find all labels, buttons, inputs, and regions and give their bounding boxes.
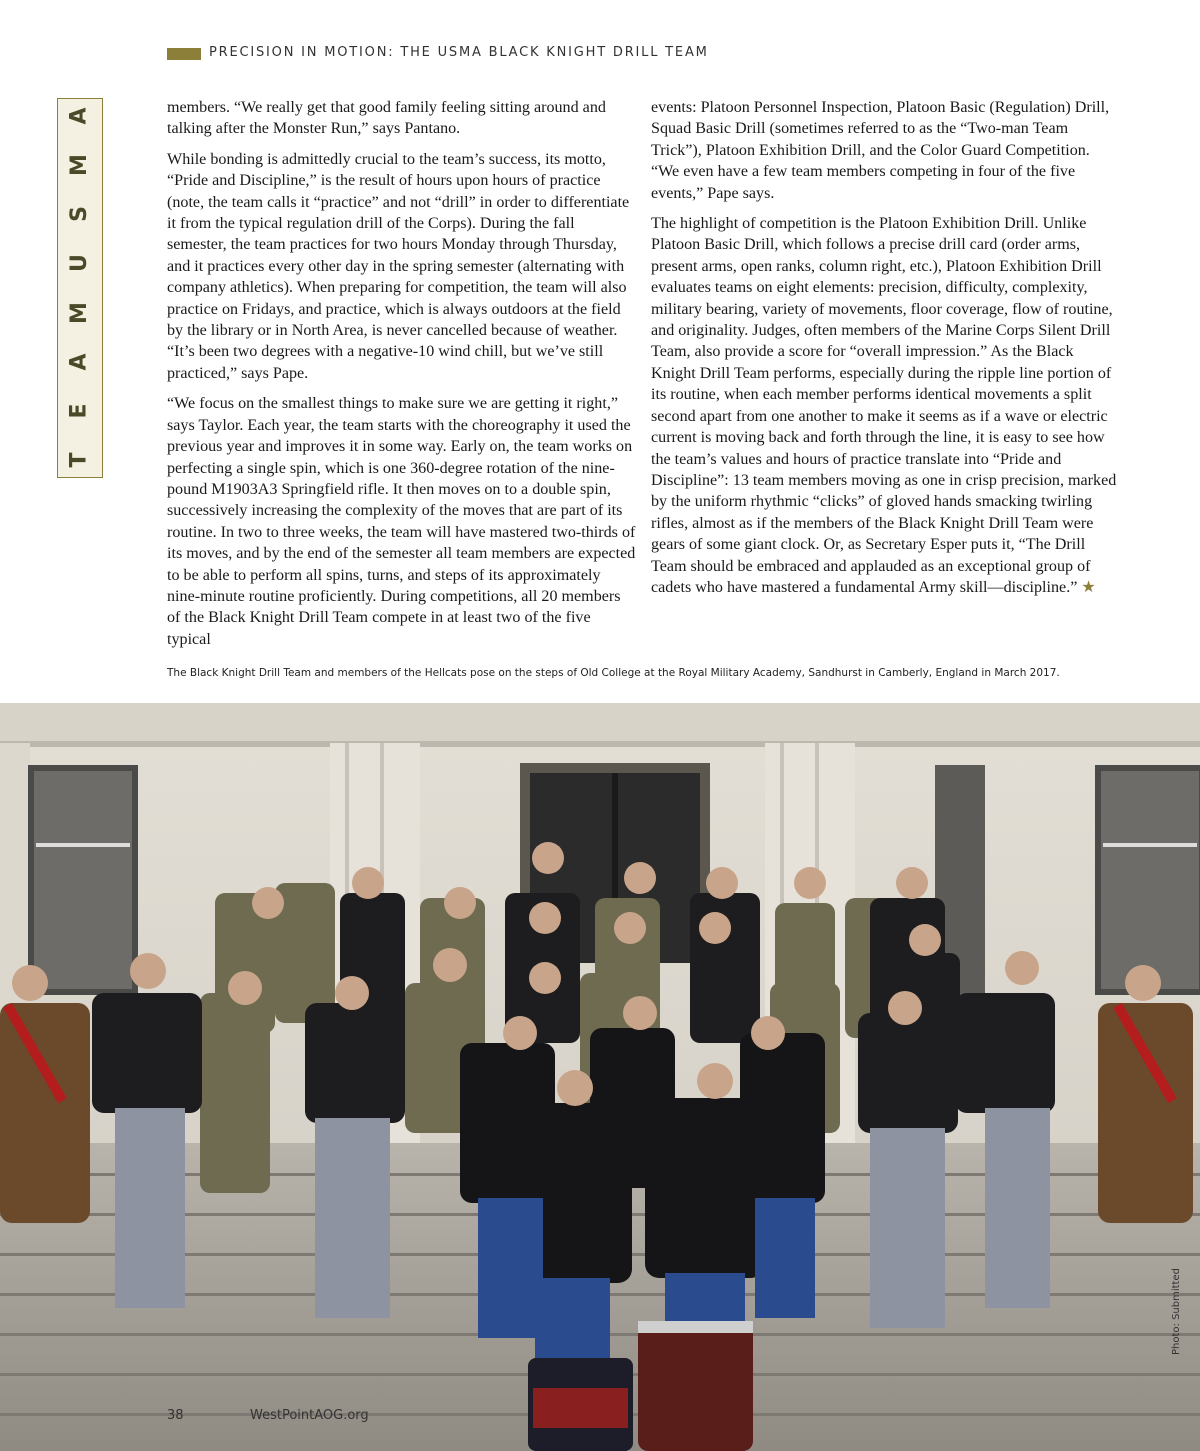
page-number: 38 xyxy=(167,1408,184,1423)
photo-caption: The Black Knight Drill Team and members of the Hellcats pose on the steps of Old College at the Royal Military Academy, Sandhurst in Camberly, England in March 2017. xyxy=(167,667,1060,679)
header-accent-bar xyxy=(167,48,201,60)
photo-credit: Photo: Submitted xyxy=(1171,1268,1182,1355)
side-tab-letter: U xyxy=(67,254,92,273)
side-tab-letter: A xyxy=(67,107,92,125)
running-header: PRECISION IN MOTION: THE USMA BLACK KNIGHT DRILL TEAM xyxy=(209,45,709,60)
side-tab-letter: M xyxy=(67,154,92,177)
article-paragraph: members. “We really get that good family feeling sitting around and talking after the Monster Run,” says Pantano. xyxy=(167,99,606,138)
team-photo-illustration xyxy=(0,703,1200,1451)
article-paragraph: events: Platoon Personnel Inspection, Platoon Basic (Regulation) Drill, Squad Basic Drill (sometimes referred to as the “Two-man Team Trick”), Platoon Exhibition Drill, and the Color Guard Competition. “We even have a few team members competing in four of the five events,” Pape says. xyxy=(651,99,1110,202)
side-tab-letter: A xyxy=(67,353,92,371)
article-left-column xyxy=(167,97,637,659)
team-group-photo xyxy=(0,703,1200,1451)
side-tab-letter: M xyxy=(67,301,92,324)
end-mark-star-icon: ★ xyxy=(1081,578,1096,596)
side-tab-letter: S xyxy=(66,206,92,223)
article-paragraph: “We focus on the smallest things to make sure we are getting it right,” says Taylor. Each year, the team starts with the choreography it used the previous year and improves it in some way. Early on, the team works on perfecting a single spin, which is one 360-degree rotation of the nine-pound M1903A3 Springfield rifle. It then moves on to a double spin, successively increasing the complexity of the moves that are part of its routine. In two to three weeks, the team will have mastered two-thirds of its moves, and by the end of the semester all team members are expected to be able to perform all spins, turns, and steps of its approximately nine-minute routine proficiently. During competitions, all 20 members of the Black Knight Drill Team compete in at least two of the five typical xyxy=(167,395,636,648)
article-paragraph: While bonding is admittedly crucial to the team’s success, its motto, “Pride and Discipline,” is the result of hours upon hours of practice (note, the team calls it “practice” and not “drill” in order to differentiate it from the typical regulation drill of the Corps). During the fall semester, the team practices for two hours Monday through Thursday, and it practices every other day in the spring semester (alternating with company athletics). When preparing for competition, the team will also practice on Fridays, and practice, which is always outdoors at the field by the library or in North Area, is never cancelled because of weather. “It’s been two degrees with a negative-10 wind chill, but we’ve still practiced,” says Pape. xyxy=(167,150,630,382)
section-side-tab xyxy=(57,98,103,478)
article-right-column xyxy=(651,97,1121,607)
side-tab-letter: E xyxy=(67,403,92,419)
article-paragraph-text: The highlight of competition is the Platoon Exhibition Drill. Unlike Platoon Basic Drill, which follows a precise drill card (order arms, present arms, open ranks, column right, etc.), Platoon Exhibition Drill evaluates teams on eight elements: precision, difficulty, complexity, military bearing, variety of movements, floor coverage, flow of routine, and originality. Judges, often members of the Marine Corps Silent Drill Team, also provide a score for “overall impression.” As the Black Knight Drill Team performs, especially during the ripple line portion of its routine, when each member performs identical movements a split second apart from one another to make it seems as if a wave or electric current is moving back and forth through the line, it is easy to see how the team’s values and hours of practice translate into “Pride and Discipline”: 13 team members moving as one in crisp precision, marked by the uniform rhythmic “clicks” of gloved hands smacking twirling rifles, almost as if the members of the Black Knight Drill Team were gears of some giant clock. Or, as Secretary Esper puts it, “The Drill Team should be embraced and applauded as an exceptional group of cadets who have mastered a fundamental Army skill—discipline.” xyxy=(651,215,1117,596)
site-url: WestPointAOG.org xyxy=(250,1408,369,1423)
side-tab-letter: T xyxy=(66,452,92,468)
article-paragraph xyxy=(651,213,1121,598)
